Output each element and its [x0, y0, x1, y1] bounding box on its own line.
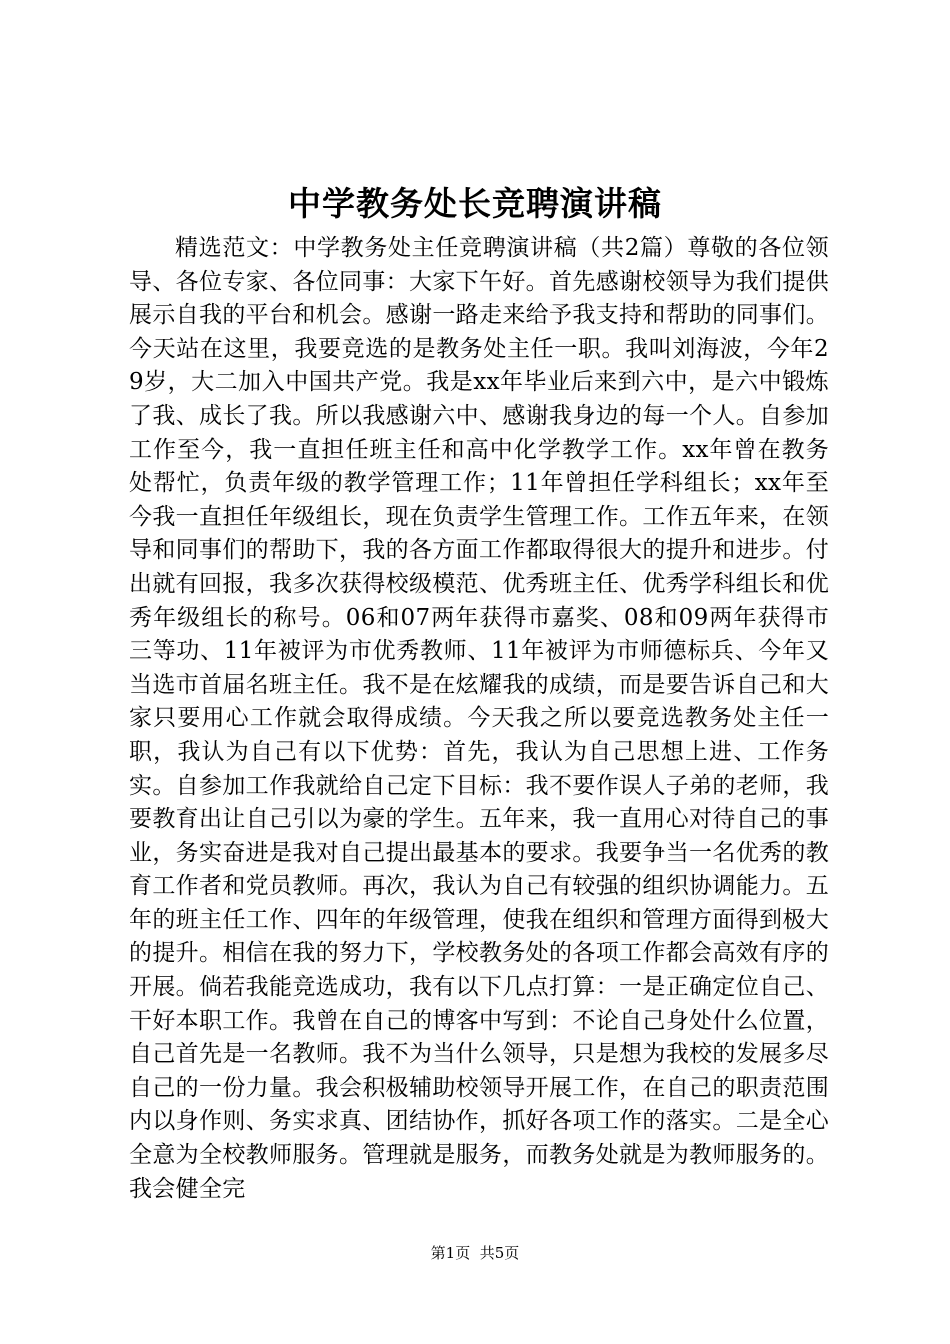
page-number-total: 共5页 — [479, 1244, 520, 1262]
footer-spacer — [470, 1244, 480, 1262]
page-number-current: 第1页 — [430, 1244, 471, 1262]
document-body: 精选范文：中学教务处主任竞聘演讲稿（共2篇）尊敬的各位领导、各位专家、各位同事：大家下午好。首先感谢校领导为我们提供展示自我的平台和机会。感谢一路走来给予我支持和帮助的同事们。今天站在这里，我要竞选的是教务处主任一职。我叫刘海波，今年29岁，大二加入中国共产党。我是xx年毕业后来到六中，是六中锻炼了我、成长了我。所以我感谢六中、感谢我身边的每一个人。自参加工作至今，我一直担任班主任和高中化学教学工作。xx年曾在教务处帮忙，负责年级的教学管理工作；11年曾担任学科组长；xx年至今我一直担任年级组长，现在负责学生管理工作。工作五年来，在领导和同事们的帮助下，我的各方面工作都取得很大的提升和进步。付出就有回报，我多次获得校级模范、优秀班主任、优秀学科组长和优秀年级组长的称号。06和07两年获得市嘉奖、08和09两年获得市三等功、11年被评为市优秀教师、11年被评为市师德标兵、今年又当选市首届名班主任。我不是在炫耀我的成绩，而是要告诉自己和大家只要用心工作就会取得成绩。今天我之所以要竞选教务处主任一职，我认为自己有以下优势：首先，我认为自己思想上进、工作务实。自参加工作我就给自己定下目标：我不要作误人子弟的老师，我要教育出让自己引以为豪的学生。五年来，我一直用心对待自己的事业，务实奋进是我对自己提出最基本的要求。我要争当一名优秀的教育工作者和党员教师。再次，我认为自己有较强的组织协调能力。五年的班主任工作、四年的年级管理，使我在组织和管理方面得到极大的提升。相信在我的努力下，学校教务处的各项工作都会高效有序的开展。倘若我能竞选成功，我有以下几点打算：一是正确定位自己、干好本职工作。我曾在自己的博客中写到：不论自己身处什么位置，自己首先是一名教师。我不为当什么领导，只是想为我校的发展多尽自己的一份力量。我会积极辅助校领导开展工作，在自己的职责范围内以身作则、务实求真、团结协作，抓好各项工作的落实。二是全心全意为全校教师服务。管理就是服务，而教务处就是为教师服务的。我会健全完 — [129, 235, 829, 1202]
page-footer — [0, 1243, 950, 1263]
document-title: 中学教务处长竞聘演讲稿 — [288, 184, 662, 223]
